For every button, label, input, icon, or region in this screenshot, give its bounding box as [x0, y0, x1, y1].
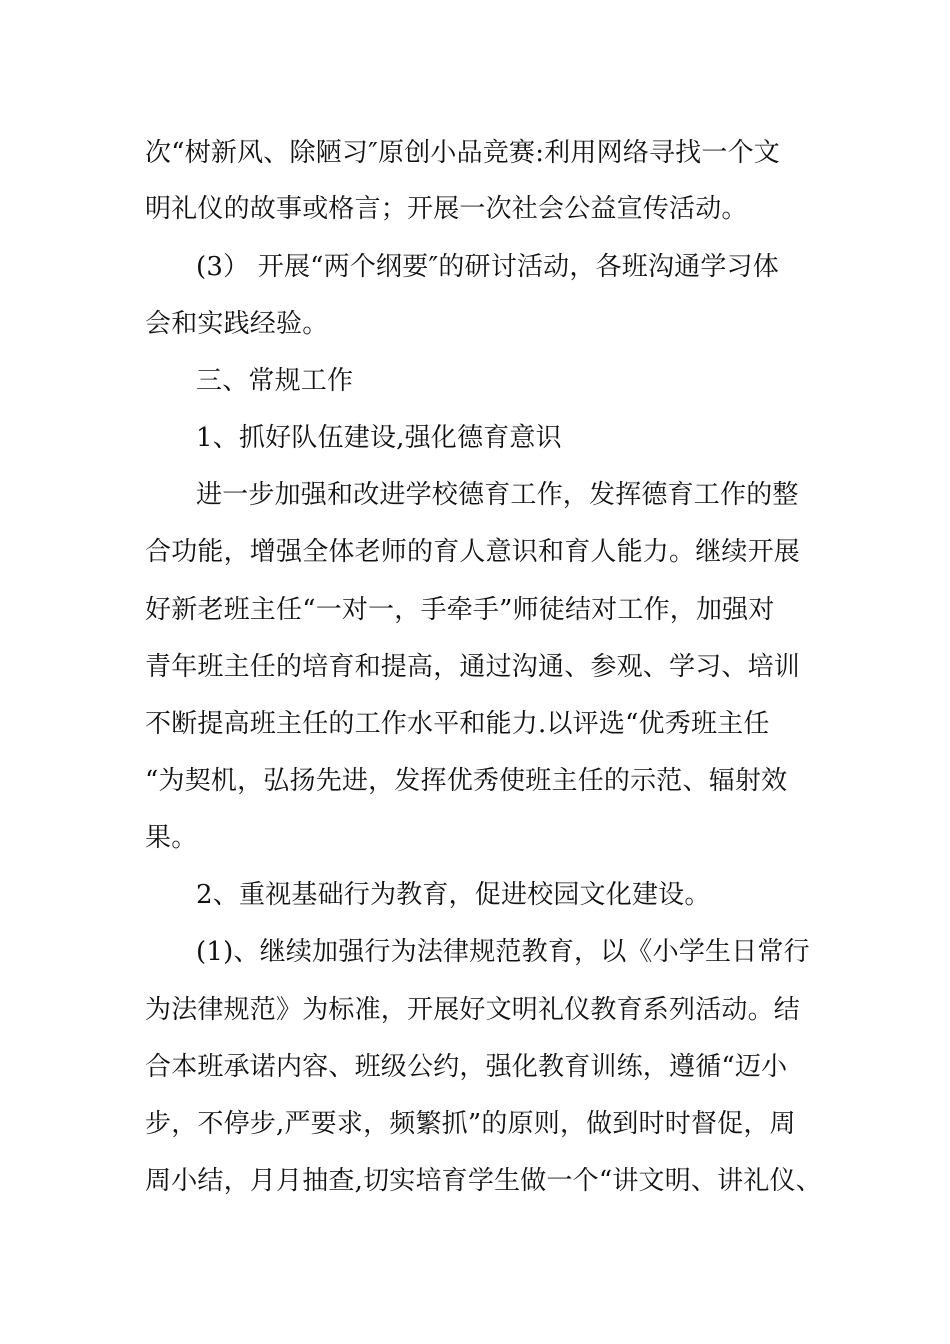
- paragraph-line: 为法律规范》为标准，开展好文明礼仪教育系列活动。结: [145, 995, 801, 1025]
- paragraph-line: 次“树新风、除陋习″原创小品竞赛:利用网络寻找一个文: [145, 138, 780, 168]
- paragraph-line: 合功能，增强全体老师的育人意识和育人能力。继续开展: [145, 537, 801, 567]
- paragraph-line: 青年班主任的培育和提高，通过沟通、参观、学习、培训: [145, 652, 801, 682]
- paragraph-line: (1)、继续加强行为法律规范教育，以《小学生日常行: [196, 937, 810, 967]
- subsection-heading: 2、重视基础行为教育，促进校园文化建设。: [196, 880, 711, 910]
- paragraph-line: 会和实践经验。: [145, 309, 329, 339]
- section-heading: 三、常规工作: [196, 366, 354, 396]
- paragraph-line: 果。: [145, 823, 198, 853]
- paragraph-line: (3） 开展“两个纲要″的研讨活动，各班沟通学习体: [196, 252, 779, 282]
- paragraph-line: 不断提高班主任的工作水平和能力.以评选“优秀班主任: [145, 709, 770, 739]
- paragraph-line: 进一步加强和改进学校德育工作，发挥德育工作的整: [196, 480, 799, 510]
- subsection-heading: 1、抓好队伍建设,强化德育意识: [196, 423, 562, 453]
- paragraph-line: “为契机，弘扬先进，发挥优秀使班主任的示范、辐射效: [145, 766, 788, 796]
- paragraph-line: 步，不停步,严要求，频繁抓”的原则，做到时时督促，周: [145, 1109, 796, 1139]
- paragraph-line: 合本班承诺内容、班级公约，强化教育训练，遵循“迈小: [145, 1052, 788, 1082]
- paragraph-line: 周小结，月月抽查,切实培育学生做一个“讲文明、讲礼仪、: [145, 1166, 822, 1196]
- paragraph-line: 明礼仪的故事或格言；开展一次社会公益宣传活动。: [145, 194, 748, 224]
- paragraph-line: 好新老班主任“一对一，手牵手”师徒结对工作，加强对: [145, 595, 775, 625]
